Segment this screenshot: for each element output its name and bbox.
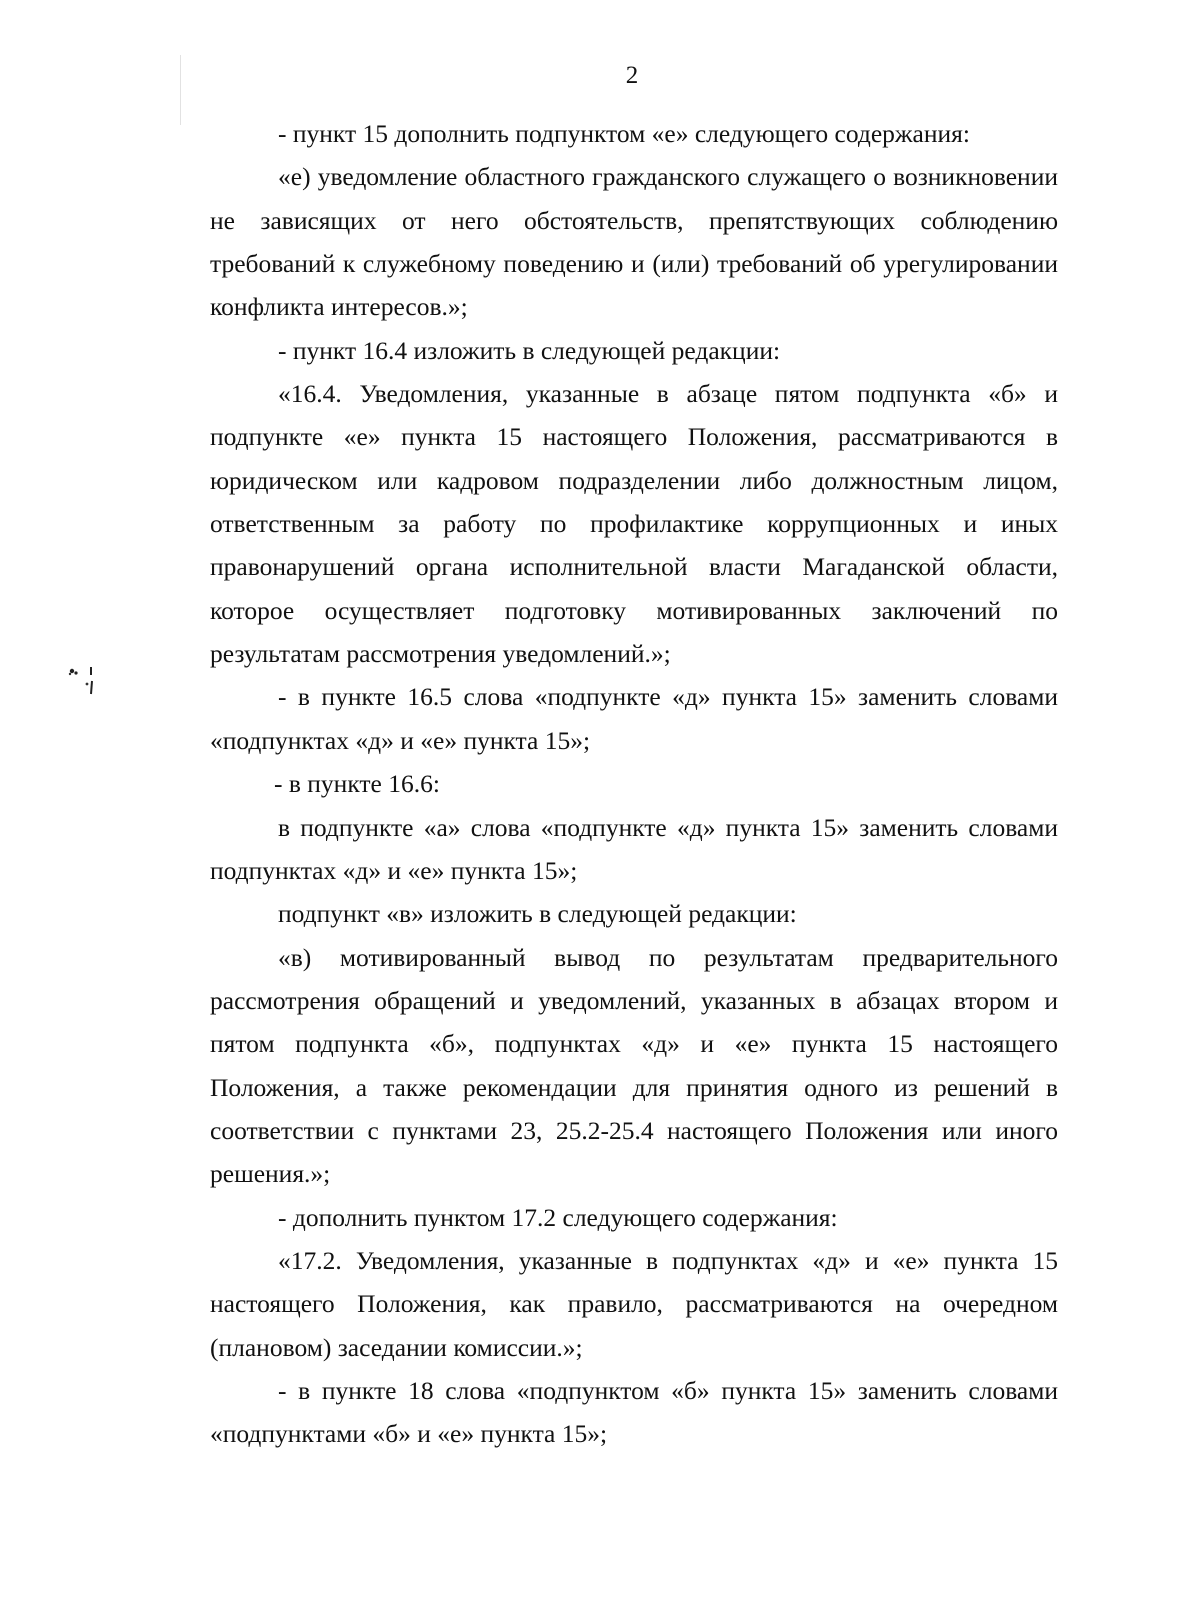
page-number: 2 [625,62,639,89]
paragraph-item-18: - в пункте 18 слова «подпунктом «б» пункта 15» заменить словами «подпунктами «б» и «е» пункта 15»; [210,1375,1058,1449]
paragraph-subitem-v: подпункт «в» изложить в следующей редакции: [278,899,797,929]
paragraph-quote-16-4: «16.4. Уведомления, указанные в абзаце пятом подпункта «б» и подпункте «е» пункта 15 настоящего Положения, рассматриваются в юридическом или кадровом подразделении либо должностным лицом, ответственным за работу по профилактике коррупционных и иных правонарушений органа исполнительной власти Магаданской области, которое осуществляет подготовку мотивированных заключений по результатам рассмотрения уведомлений.»; [210,379,1058,669]
paragraph-item-16-6: - в пункте 16.6: [274,769,440,799]
paragraph-quote-e: «е) уведомление областного гражданского служащего о возникновении не зависящих от него обстоятельств, препятствующих соблюдению требований к служебному поведению и (или) требований об урегулировании конфликта интересов.»; [210,162,1058,322]
paragraph-item-16-5: - в пункте 16.5 слова «подпункте «д» пункта 15» заменить словами «подпунктах «д» и «е» пункта 15»; [210,682,1058,755]
scan-speck-marks [66,662,106,702]
paragraph-quote-v: «в) мотивированный вывод по результатам предварительного рассмотрения обращений и уведомлений, указанных в абзацах втором и пятом подпункта «б», подпунктах «д» и «е» пункта 15 настоящего Положения, а также рекомендации для принятия одного из решений в соответствии с пунктами 23, 25.2-25.4 настоящего Положения или иного решения.»; [210,942,1058,1189]
paragraph-subitem-a: в подпункте «а» слова «подпункте «д» пункта 15» заменить словами подпунктах «д» и «е» пункта 15»; [210,812,1058,885]
paragraph-item-15: - пункт 15 дополнить подпунктом «е» следующего содержания: [278,119,970,148]
paragraph-quote-17-2: «17.2. Уведомления, указанные в подпунктах «д» и «е» пункта 15 настоящего Положения, как правило, рассматриваются на очередном (плановом) заседании комиссии.»; [210,1245,1058,1362]
paragraph-item-16-4: - пункт 16.4 изложить в следующей редакции: [278,335,781,365]
paragraph-item-17-2: - дополнить пунктом 17.2 следующего содержания: [278,1202,838,1232]
document-body [210,112,1058,1456]
